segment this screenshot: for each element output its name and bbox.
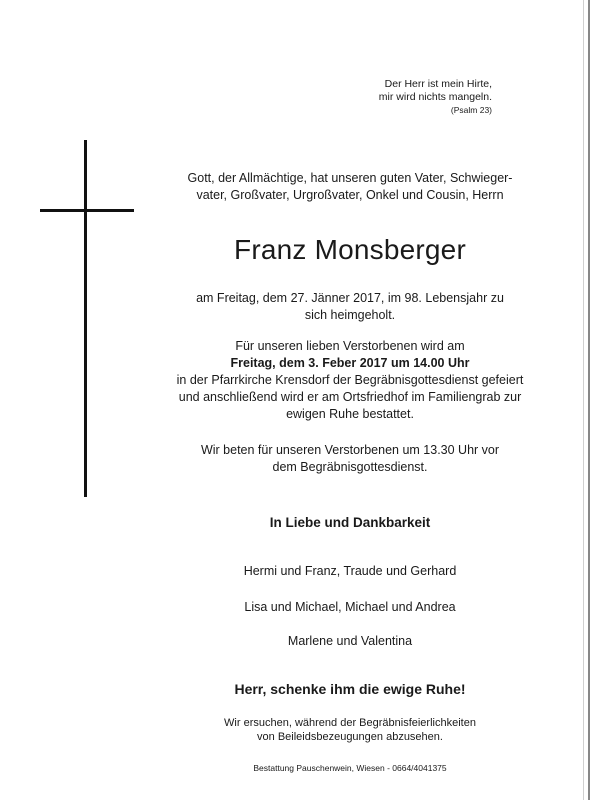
psalm-quote	[379, 78, 492, 117]
intro-line-2: vater, Großvater, Urgroßvater, Onkel und Cousin, Herrn	[196, 188, 504, 202]
mass-line-2: dem Begräbnisgottesdienst.	[272, 460, 428, 474]
intro-text	[160, 170, 540, 204]
funeral-info	[160, 338, 540, 423]
mass-info	[160, 442, 540, 476]
condolence-request	[160, 716, 540, 744]
request-line-2: von Beileidsbezeugungen abzusehen.	[257, 731, 443, 743]
funeral-line-5: ewigen Ruhe bestattet.	[286, 407, 414, 421]
funeral-line-4: und anschließend wird er am Ortsfriedhof im Familiengrab zur	[178, 390, 522, 404]
cross-icon-horizontal	[40, 209, 134, 212]
funeral-date: Freitag, dem 3. Feber 2017 um 14.00 Uhr	[230, 356, 470, 370]
funeral-line-1: Für unseren lieben Verstorbenen wird am	[235, 339, 465, 353]
deceased-name: Franz Monsberger	[234, 234, 466, 265]
undertaker-info: Bestattung Pauschenwein, Wiesen - 0664/4041375	[253, 763, 447, 773]
page-border	[588, 0, 590, 800]
page-border-inner	[583, 0, 584, 800]
family-line: Hermi und Franz, Traude und Gerhard	[243, 564, 457, 578]
intro-line-1: Gott, der Allmächtige, hat unseren guten Vater, Schwieger-	[187, 171, 513, 185]
request-line-1: Wir ersuchen, während der Begräbnisfeierlichkeiten	[224, 717, 476, 729]
family-line: Lisa und Michael, Michael und Andrea	[244, 600, 456, 614]
family-line: Marlene und Valentina	[287, 634, 413, 648]
psalm-line-1: Der Herr ist mein Hirte,	[384, 78, 492, 90]
death-notice	[160, 290, 540, 324]
love-heading: In Liebe und Dankbarkeit	[269, 515, 431, 530]
died-line-1: am Freitag, dem 27. Jänner 2017, im 98. Lebensjahr zu	[196, 291, 504, 305]
psalm-source: (Psalm 23)	[450, 105, 492, 115]
prayer-line: Herr, schenke ihm die ewige Ruhe!	[234, 681, 466, 697]
funeral-line-3: in der Pfarrkirche Krensdorf der Begräbnisgottesdienst gefeiert	[176, 373, 524, 387]
mass-line-1: Wir beten für unseren Verstorbenen um 13.30 Uhr vor	[200, 443, 500, 457]
died-line-2: sich heimgeholt.	[304, 308, 396, 322]
cross-icon-vertical	[84, 140, 87, 497]
psalm-line-2: mir wird nichts mangeln.	[378, 91, 492, 103]
